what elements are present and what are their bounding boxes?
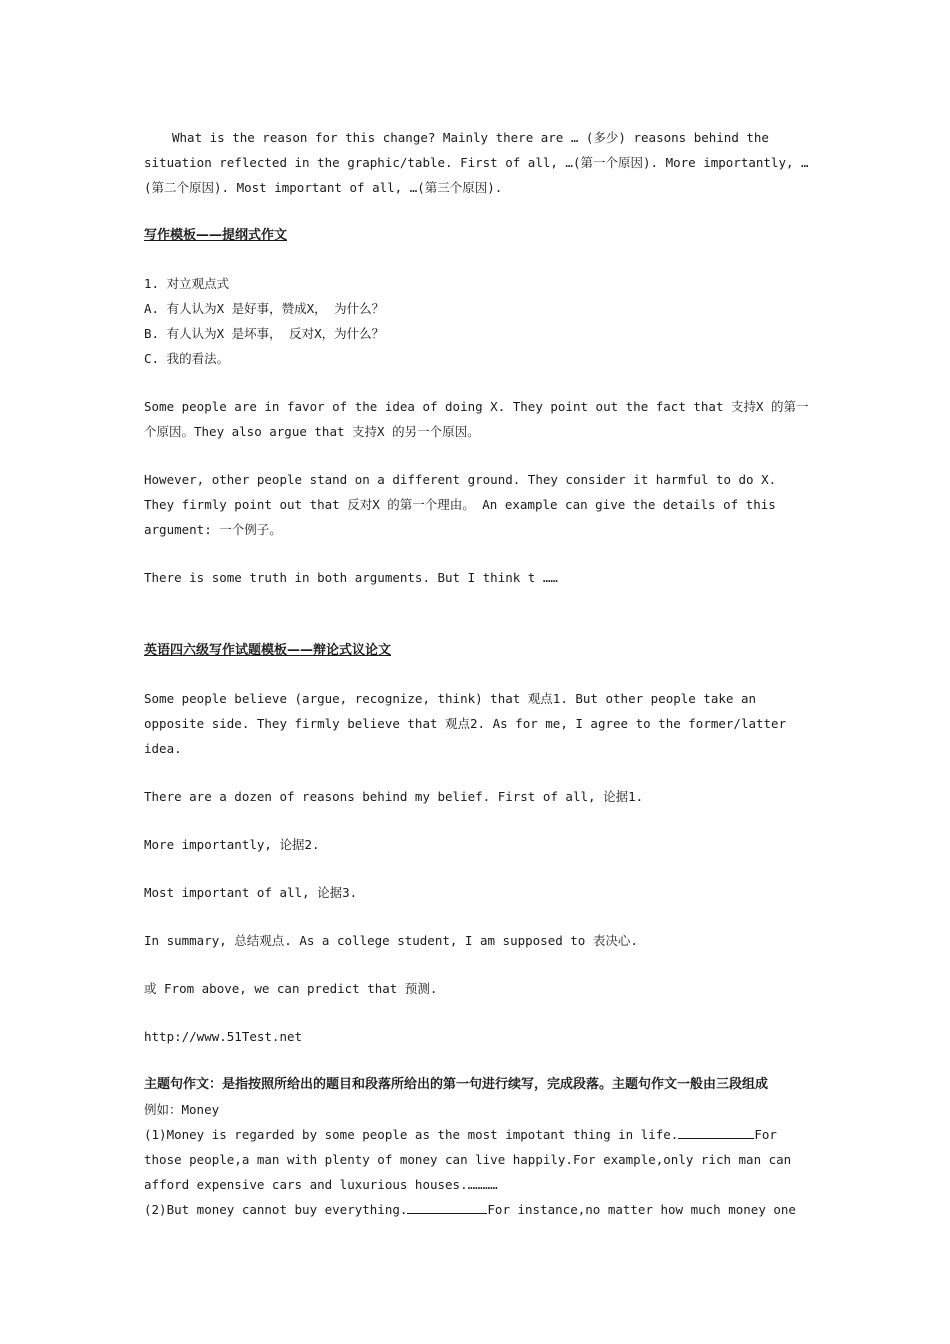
argument-2-paragraph: More importantly, 论据2. — [144, 837, 320, 852]
example-label: 例如：Money — [144, 1102, 220, 1117]
argument-3-paragraph: Most important of all, 论据3. — [144, 885, 358, 900]
prediction-paragraph: 或 From above, we can predict that 预测. — [144, 981, 438, 996]
example-item-1 — [144, 1122, 809, 1197]
item-1-start: (1)Money is regarded by some people as the most impotant thing in life. — [144, 1127, 679, 1142]
debate-essay-heading: 英语四六级写作试题模板——辩论式议论文 — [144, 643, 392, 658]
support-paragraph: Some people are in favor of the idea of doing X. They point out the fact that 支持X 的第一个原因。They also argue that 支持X 的另一个原因。 — [144, 399, 809, 439]
topic-sentence-heading: 主题句作文：是指按照所给出的题目和段落所给出的第一句进行续写，完成段落。主题句作文一般由三段组成 — [144, 1077, 769, 1092]
oppose-paragraph: However, other people stand on a different ground. They consider it harmful to do X. They firmly point out that 反对X 的第一个理由。 An example can give the details of this argument: 一个例子。 — [144, 472, 777, 537]
item-2-end: For instance,no matter how much money one — [487, 1202, 796, 1217]
outline-item: B. 有人认为X 是坏事， 反对X，为什么？ — [144, 326, 385, 341]
summary-paragraph: In summary, 总结观点. As a college student, I am supposed to 表决心. — [144, 933, 638, 948]
outline-item: A. 有人认为X 是好事，赞成X， 为什么？ — [144, 301, 385, 316]
outline-item: C. 我的看法。 — [144, 351, 230, 366]
reasons-paragraph: What is the reason for this change? Mainly there are … (多少) reasons behind the situation reflected in the graphic/table. First of all, …(第一个原因). More importantly, …(第二个原因). Most important of all, …(第三个原因). — [144, 130, 809, 195]
conclusion-paragraph: There is some truth in both arguments. But I think t …… — [144, 570, 558, 585]
outline-essay-heading: 写作模板——提纲式作文 — [144, 228, 288, 243]
fill-blank — [407, 1199, 487, 1214]
example-item-2 — [144, 1197, 809, 1222]
source-link[interactable]: http://www.51Test.net — [144, 1029, 303, 1044]
opinion-paragraph: Some people believe (argue, recognize, think) that 观点1. But other people take an opposite side. They firmly believe that 观点2. As for me, I agree to the former/latter idea. — [144, 691, 787, 756]
document-page — [144, 125, 809, 1222]
argument-1-paragraph: There are a dozen of reasons behind my belief. First of all, 论据1. — [144, 789, 644, 804]
outline-item: 1. 对立观点式 — [144, 276, 230, 291]
item-1-end: For those people,a man with plenty of money can live happily.For example,only rich man can afford expensive cars and luxurious houses.………… — [144, 1127, 792, 1192]
item-2-start: (2)But money cannot buy everything. — [144, 1202, 408, 1217]
fill-blank — [678, 1124, 754, 1139]
